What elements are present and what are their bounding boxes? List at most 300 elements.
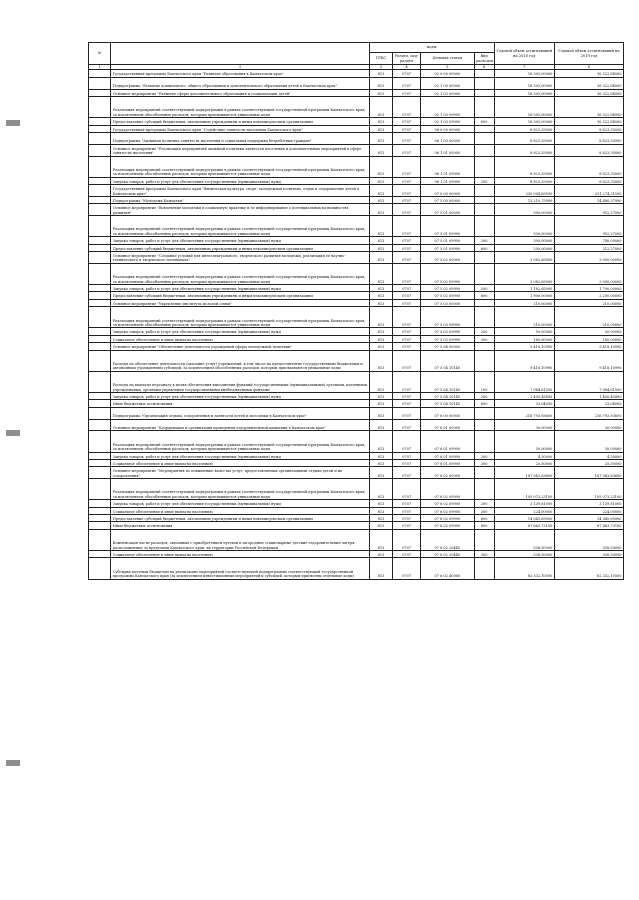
- row-expense-type: [474, 70, 494, 77]
- col-index: 4: [393, 65, 421, 70]
- table-row: [89, 125, 624, 132]
- row-expense-type: 300: [474, 459, 494, 466]
- row-razdel: 0707: [393, 515, 421, 522]
- row-razdel: 0707: [393, 479, 421, 500]
- row-grbs: 813: [369, 522, 392, 529]
- row-grbs: 813: [369, 335, 392, 342]
- row-grbs: 813: [369, 299, 392, 306]
- row-expense-type: [474, 343, 494, 350]
- row-grbs: 813: [369, 515, 392, 522]
- row-amount-2018: 1 182,65000: [494, 285, 554, 292]
- row-target-article: 02 1 03 00000: [421, 89, 474, 96]
- row-name: Основное мероприятие "Создание условий для интеллектуального, творческого развития молодежи, реализация ее научно-технического и творческого потенциала": [111, 252, 370, 264]
- row-razdel: 0707: [393, 522, 421, 529]
- row-amount-2019: 3 900,00000: [554, 263, 623, 284]
- row-amount-2018: 8 823,35000: [494, 156, 554, 177]
- row-razdel: 0707: [393, 392, 421, 399]
- row-name: Реализация мероприятий соответствующей подпрограммы в рамках соответствующей государственной программы Камчатского края, за исключением обособленных расходов, которым присваиваются уникальные коды: [111, 307, 370, 328]
- header-razdel: Раздел, под-раздел: [393, 53, 421, 65]
- table-row: [89, 299, 624, 306]
- row-name: Предоставление субсидий бюджетным, автономным учреждениям и иным некоммерческим организациям: [111, 292, 370, 299]
- row-amount-2018: 3 082,65000: [494, 263, 554, 284]
- col-index: 1: [89, 65, 111, 70]
- row-target-article: 07 6 01 09990: [421, 431, 474, 452]
- row-razdel: 0707: [393, 371, 421, 392]
- row-expense-type: 800: [474, 522, 494, 529]
- row-expense-type: 800: [474, 400, 494, 407]
- row-name: Предоставление субсидий бюджетным, автономным учреждениям и иным некоммерческим организациям: [111, 118, 370, 125]
- row-amount-2019: 82 332,10500: [554, 558, 623, 579]
- row-amount-2018: 8 823,35000: [494, 144, 554, 156]
- table-row: [89, 244, 624, 251]
- row-grbs: 813: [369, 500, 392, 507]
- header-target-article: Целевая статья: [421, 53, 474, 65]
- table-row: [89, 237, 624, 244]
- row-number: [89, 350, 111, 371]
- header-codes: коды: [369, 43, 494, 53]
- row-number: [89, 507, 111, 514]
- row-name: Подпрограмма "Развитие дошкольного, общего образования и дополнительного образования детей в Камчатском крае": [111, 77, 370, 89]
- binding-mark: [6, 120, 20, 126]
- header-year-2018: Годовой объем ассигнований на 2018 год: [494, 43, 554, 65]
- table-row: [89, 431, 624, 452]
- row-grbs: 813: [369, 125, 392, 132]
- table-row: [89, 185, 624, 197]
- row-razdel: 0707: [393, 419, 421, 431]
- row-name: Государственная программа Камчатского края "Содействие занятости населения Камчатского края": [111, 125, 370, 132]
- table-row: [89, 400, 624, 407]
- row-number: [89, 89, 111, 96]
- row-target-article: 07 6 01 09990: [421, 459, 474, 466]
- binding-marks: [0, 0, 30, 900]
- row-target-article: 02 1 03 09990: [421, 118, 474, 125]
- row-amount-2018: 1 900,00000: [494, 292, 554, 299]
- row-amount-2019: 16 522,84000: [554, 118, 623, 125]
- row-number: [89, 77, 111, 89]
- table-body: [89, 70, 624, 579]
- row-grbs: 813: [369, 118, 392, 125]
- row-expense-type: [474, 196, 494, 203]
- row-number: [89, 459, 111, 466]
- table-row: [89, 551, 624, 558]
- row-razdel: 0707: [393, 244, 421, 251]
- row-number: [89, 307, 111, 328]
- row-amount-2018: 105 073,23100: [494, 479, 554, 500]
- row-amount-2018: 500,00000: [494, 204, 554, 216]
- row-amount-2018: 16 505,00000: [494, 96, 554, 117]
- row-number: [89, 216, 111, 237]
- row-target-article: 07 5 04 10140: [421, 350, 474, 371]
- row-razdel: 0707: [393, 216, 421, 237]
- row-target-article: 07 6 01 09990: [421, 452, 474, 459]
- row-amount-2019: 216 793,93600: [554, 407, 623, 419]
- row-amount-2018: 300,00000: [494, 237, 554, 244]
- row-razdel: 0707: [393, 452, 421, 459]
- table-row: [89, 350, 624, 371]
- row-name: Основное мероприятие "Координация и организация проведения оздоровительной кампании в Камчатском крае": [111, 419, 370, 431]
- row-grbs: 813: [369, 77, 392, 89]
- row-target-article: 07 6 02 09990: [421, 507, 474, 514]
- row-name: Закупка товаров, работ и услуг для обеспечения государственных (муниципальных) нужд: [111, 237, 370, 244]
- row-target-article: 07 5 04 10140: [421, 371, 474, 392]
- col-index: 3: [369, 65, 392, 70]
- table-row: [89, 419, 624, 431]
- binding-mark: [6, 430, 20, 436]
- row-amount-2019: 8 823,35000: [554, 132, 623, 144]
- row-expense-type: [474, 125, 494, 132]
- row-number: [89, 551, 111, 558]
- row-name: Реализация мероприятий соответствующей подпрограммы в рамках соответствующей государственной программы Камчатского края, за исключением обособленных расходов, которым присваиваются уникальные коды: [111, 479, 370, 500]
- row-name: Подпрограмма "Организация отдыха, оздоровления и занятости детей и молодежи в Камчатском крае": [111, 407, 370, 419]
- row-grbs: 813: [369, 216, 392, 237]
- row-expense-type: [474, 204, 494, 216]
- header-name: [111, 43, 370, 65]
- row-expense-type: [474, 307, 494, 328]
- row-razdel: 0707: [393, 307, 421, 328]
- row-amount-2019: 1 700,00000: [554, 285, 623, 292]
- row-expense-type: 600: [474, 515, 494, 522]
- row-name: Закупка товаров, работ и услуг для обеспечения государственных (муниципальных) нужд: [111, 328, 370, 335]
- row-target-article: 07 5 01 09990: [421, 237, 474, 244]
- table-row: [89, 328, 624, 335]
- row-name: Социальное обеспечение и иные выплаты населению: [111, 507, 370, 514]
- row-grbs: 813: [369, 507, 392, 514]
- row-razdel: 0707: [393, 558, 421, 579]
- header-expense-type: Вид расходов: [476, 54, 494, 63]
- row-name: Компенсация части расходов, связанных с приобретением путевок в загородные стационарные детские оздоровительные лагеря, расположенные за пределами Камчатского края, на территории Российской Федерации: [111, 529, 370, 550]
- row-amount-2019: 8 823,35000: [554, 144, 623, 156]
- row-expense-type: [474, 77, 494, 89]
- row-razdel: 0707: [393, 237, 421, 244]
- row-amount-2018: 9 418,10990: [494, 343, 554, 350]
- table-header: [89, 43, 624, 70]
- row-razdel: 0707: [393, 285, 421, 292]
- row-razdel: 0707: [393, 70, 421, 77]
- row-name: Основное мероприятие "Мероприятия по повышению качества услуг, предоставляемых организациями отдыха детей и их оздоровления": [111, 467, 370, 479]
- row-razdel: 0707: [393, 263, 421, 284]
- table-row: [89, 407, 624, 419]
- row-razdel: 0707: [393, 292, 421, 299]
- row-grbs: 813: [369, 144, 392, 156]
- row-target-article: 07 5 02 00000: [421, 252, 474, 264]
- row-razdel: 0707: [393, 529, 421, 550]
- row-amount-2019: 9 418,10990: [554, 350, 623, 371]
- row-number: [89, 125, 111, 132]
- row-grbs: 813: [369, 350, 392, 371]
- col-index: 7: [494, 65, 554, 70]
- row-name: Основное мероприятие "Укрепление института молодой семьи": [111, 299, 370, 306]
- table-row: [89, 89, 624, 96]
- row-grbs: 813: [369, 204, 392, 216]
- row-amount-2019: 187 943,83600: [554, 467, 623, 479]
- row-number: [89, 204, 111, 216]
- row-grbs: 813: [369, 185, 392, 197]
- row-name: Основное мероприятие "Реализация мероприятий активной политики занятости населения и дополнительных мероприятий в сфере занятости населения": [111, 144, 370, 156]
- row-razdel: 0707: [393, 459, 421, 466]
- row-razdel: 0707: [393, 156, 421, 177]
- row-grbs: 813: [369, 529, 392, 550]
- row-razdel: 0707: [393, 77, 421, 89]
- row-grbs: 813: [369, 407, 392, 419]
- row-amount-2019: 16 522,84000: [554, 70, 623, 77]
- table-row: [89, 335, 624, 342]
- row-grbs: 813: [369, 292, 392, 299]
- row-razdel: 0707: [393, 335, 421, 342]
- header-grbs: ГРБС: [369, 53, 392, 65]
- row-amount-2019: 4,50000: [554, 452, 623, 459]
- table-row: [89, 479, 624, 500]
- row-name: Социальное обеспечение и иные выплаты населению: [111, 459, 370, 466]
- row-razdel: 0707: [393, 132, 421, 144]
- row-amount-2018: 9 418,10990: [494, 350, 554, 371]
- row-target-article: 07 5 02 09990: [421, 285, 474, 292]
- row-expense-type: [474, 299, 494, 306]
- row-amount-2018: 160,00000: [494, 335, 554, 342]
- row-amount-2018: 16 505,00000: [494, 118, 554, 125]
- row-number: [89, 407, 111, 419]
- row-grbs: 813: [369, 392, 392, 399]
- row-target-article: 07 6 02 00000: [421, 467, 474, 479]
- row-target-article: 02 0 00 00000: [421, 70, 474, 77]
- row-number: [89, 144, 111, 156]
- row-target-article: 06 1 00 00000: [421, 132, 474, 144]
- row-expense-type: [474, 252, 494, 264]
- row-amount-2018: 500,00000: [494, 216, 554, 237]
- row-razdel: 0707: [393, 252, 421, 264]
- row-expense-type: 200: [474, 177, 494, 184]
- row-amount-2018: 82 332,10500: [494, 558, 554, 579]
- table-row: [89, 529, 624, 550]
- table-row: [89, 515, 624, 522]
- row-amount-2019: 16 522,84000: [554, 96, 623, 117]
- row-target-article: 07 5 03 09990: [421, 328, 474, 335]
- row-razdel: 0707: [393, 551, 421, 558]
- row-name: Основное мероприятие "Вовлечение молодежи в социальную практику и ее информирование о потенциальных возможностях развития": [111, 204, 370, 216]
- row-expense-type: [474, 431, 494, 452]
- table-row: [89, 307, 624, 328]
- row-amount-2018: 33,04000: [494, 400, 554, 407]
- table-row: [89, 118, 624, 125]
- row-name: Расходы на обеспечение деятельности (оказание услуг) учреждений, в том числе на предоставление государственным бюджетным и автономным учреждениям субсидий, за исключением обособленных расходов, которым присваиваются уникальные коды: [111, 350, 370, 371]
- row-razdel: 0707: [393, 185, 421, 197]
- row-amount-2019: 87 663,73100: [554, 522, 623, 529]
- row-amount-2018: 216 793,93600: [494, 407, 554, 419]
- row-number: [89, 431, 111, 452]
- row-amount-2018: 14 045,69000: [494, 515, 554, 522]
- row-expense-type: 300: [474, 551, 494, 558]
- row-amount-2019: 2 200,00000: [554, 292, 623, 299]
- row-expense-type: 200: [474, 328, 494, 335]
- row-razdel: 0707: [393, 125, 421, 132]
- row-target-article: 07 6 02 09990: [421, 522, 474, 529]
- table-row: [89, 204, 624, 216]
- row-target-article: 07 6 02 20440: [421, 529, 474, 550]
- row-name: Иные бюджетные ассигнования: [111, 400, 370, 407]
- row-target-article: 07 6 02 09990: [421, 500, 474, 507]
- row-amount-2018: 8 823,35000: [494, 132, 554, 144]
- row-razdel: 0707: [393, 400, 421, 407]
- table-row: [89, 216, 624, 237]
- row-grbs: 813: [369, 328, 392, 335]
- row-amount-2019: 8 823,35000: [554, 125, 623, 132]
- table-row: [89, 144, 624, 156]
- budget-table: [88, 42, 624, 580]
- row-target-article: 07 5 02 09990: [421, 292, 474, 299]
- row-number: [89, 237, 111, 244]
- table-row: [89, 252, 624, 264]
- row-name: Закупка товаров, работ и услуг для обеспечения государственных (муниципальных) нужд: [111, 500, 370, 507]
- row-amount-2018: 30,00000: [494, 431, 554, 452]
- row-number: [89, 252, 111, 264]
- row-name: Подпрограмма "Активная политика занятости населения и социальная поддержка безработных граждан": [111, 132, 370, 144]
- table-row: [89, 452, 624, 459]
- row-grbs: 813: [369, 132, 392, 144]
- row-expense-type: [474, 132, 494, 144]
- row-number: [89, 70, 111, 77]
- row-number: [89, 96, 111, 117]
- row-razdel: 0707: [393, 350, 421, 371]
- row-name: Закупка товаров, работ и услуг для обеспечения государственных (муниципальных) нужд: [111, 285, 370, 292]
- row-number: [89, 343, 111, 350]
- row-number: [89, 292, 111, 299]
- row-number: [89, 392, 111, 399]
- row-target-article: 07 6 02 20440: [421, 551, 474, 558]
- row-amount-2019: 538,50000: [554, 551, 623, 558]
- col-index: 5: [421, 65, 474, 70]
- row-amount-2018: 50,00000: [494, 328, 554, 335]
- row-grbs: 813: [369, 400, 392, 407]
- row-grbs: 813: [369, 558, 392, 579]
- row-name: Реализация мероприятий соответствующей подпрограммы в рамках соответствующей государственной программы Камчатского края, за исключением обособленных расходов, которым присваиваются уникальные коды: [111, 96, 370, 117]
- row-razdel: 0707: [393, 89, 421, 96]
- row-target-article: 07 5 03 00000: [421, 299, 474, 306]
- table-row: [89, 343, 624, 350]
- row-grbs: 813: [369, 237, 392, 244]
- row-amount-2019: 952,27000: [554, 204, 623, 216]
- row-amount-2018: 4,50000: [494, 452, 554, 459]
- row-grbs: 813: [369, 285, 392, 292]
- row-expense-type: 100: [474, 371, 494, 392]
- row-name: Иные бюджетные ассигнования: [111, 522, 370, 529]
- row-razdel: 0707: [393, 204, 421, 216]
- header-year-2019: Годовой объем ассигнований на 2019 год: [554, 43, 623, 65]
- row-target-article: 06 0 00 00000: [421, 125, 474, 132]
- header-num: №: [89, 43, 111, 65]
- row-name: Реализация мероприятий соответствующей подпрограммы в рамках соответствующей государственной программы Камчатского края, за исключением обособленных расходов, которым присваиваются уникальные коды: [111, 216, 370, 237]
- row-expense-type: [474, 467, 494, 479]
- row-number: [89, 452, 111, 459]
- row-amount-2018: 8 823,35000: [494, 177, 554, 184]
- row-amount-2018: 8 823,35000: [494, 125, 554, 132]
- row-number: [89, 156, 111, 177]
- row-amount-2019: 16 522,84000: [554, 89, 623, 96]
- row-amount-2018: 16 505,00000: [494, 70, 554, 77]
- row-expense-type: [474, 419, 494, 431]
- row-target-article: 07 6 02 40060: [421, 558, 474, 579]
- row-amount-2019: 210,00000: [554, 307, 623, 328]
- row-amount-2019: 30,00000: [554, 419, 623, 431]
- row-amount-2019: 9 418,10990: [554, 343, 623, 350]
- row-target-article: 07 5 04 10140: [421, 392, 474, 399]
- row-amount-2019: 16 522,84000: [554, 77, 623, 89]
- row-razdel: 0707: [393, 328, 421, 335]
- row-grbs: 813: [369, 479, 392, 500]
- table-row: [89, 77, 624, 89]
- row-grbs: 813: [369, 196, 392, 203]
- row-amount-2019: 210,00000: [554, 299, 623, 306]
- table-row: [89, 459, 624, 466]
- row-amount-2018: 1 400,45490: [494, 392, 554, 399]
- row-number: [89, 479, 111, 500]
- row-grbs: 813: [369, 89, 392, 96]
- row-expense-type: 200: [474, 285, 494, 292]
- row-amount-2018: 7 984,61500: [494, 371, 554, 392]
- table-row: [89, 177, 624, 184]
- row-amount-2019: 231 274,31590: [554, 185, 623, 197]
- row-amount-2019: 3 139,81000: [554, 500, 623, 507]
- row-grbs: 813: [369, 551, 392, 558]
- row-target-article: 07 5 02 09990: [421, 263, 474, 284]
- row-amount-2019: 30,00000: [554, 431, 623, 452]
- row-amount-2019: 538,50000: [554, 529, 623, 550]
- row-name: Предоставление субсидий бюджетным, автономным учреждениям и иным некоммерческим организациям: [111, 515, 370, 522]
- row-name: Предоставление субсидий бюджетным, автономным учреждениям и иным некоммерческим организациям: [111, 244, 370, 251]
- row-target-article: 07 6 02 09990: [421, 515, 474, 522]
- row-grbs: 813: [369, 263, 392, 284]
- row-number: [89, 177, 111, 184]
- table-row: [89, 263, 624, 284]
- row-amount-2019: 952,27000: [554, 216, 623, 237]
- row-number: [89, 371, 111, 392]
- row-name: Закупка товаров, работ и услуг для обеспечения государственных (муниципальных) нужд: [111, 177, 370, 184]
- row-amount-2018: 30,00000: [494, 419, 554, 431]
- row-amount-2018: 200,00000: [494, 244, 554, 251]
- row-razdel: 0707: [393, 431, 421, 452]
- row-target-article: 07 6 02 09990: [421, 479, 474, 500]
- row-target-article: 07 5 04 00000: [421, 343, 474, 350]
- row-grbs: 813: [369, 431, 392, 452]
- row-expense-type: [474, 89, 494, 96]
- row-amount-2019: 160,00000: [554, 335, 623, 342]
- row-amount-2018: 210,00000: [494, 299, 554, 306]
- row-name: Субсидии местным бюджетам на реализацию мероприятий соответствующей подпрограммы соответствующей государственной программы Камчатского края (за исключением инвестиционных мероприятий и субсидий, которым присвоены отдельные коды): [111, 558, 370, 579]
- row-amount-2018: 25,50000: [494, 459, 554, 466]
- table-row: [89, 522, 624, 529]
- row-expense-type: [474, 96, 494, 117]
- row-grbs: 813: [369, 70, 392, 77]
- row-amount-2018: 210,00000: [494, 307, 554, 328]
- row-number: [89, 335, 111, 342]
- row-target-article: 06 1 01 09990: [421, 156, 474, 177]
- row-amount-2019: 33,04000: [554, 400, 623, 407]
- row-expense-type: 200: [474, 500, 494, 507]
- row-expense-type: [474, 350, 494, 371]
- row-razdel: 0707: [393, 118, 421, 125]
- table-row: [89, 292, 624, 299]
- row-target-article: 07 5 00 00000: [421, 196, 474, 203]
- row-razdel: 0707: [393, 343, 421, 350]
- row-amount-2018: 538,50000: [494, 551, 554, 558]
- row-amount-2019: 212,27000: [554, 244, 623, 251]
- table-row: [89, 285, 624, 292]
- row-amount-2019: 740,00000: [554, 237, 623, 244]
- row-grbs: 813: [369, 252, 392, 264]
- row-name: Государственная программа Камчатского края "Развитие образования в Камчатском крае": [111, 70, 370, 77]
- table-row: [89, 96, 624, 117]
- row-number: [89, 299, 111, 306]
- row-grbs: 813: [369, 343, 392, 350]
- row-number: [89, 132, 111, 144]
